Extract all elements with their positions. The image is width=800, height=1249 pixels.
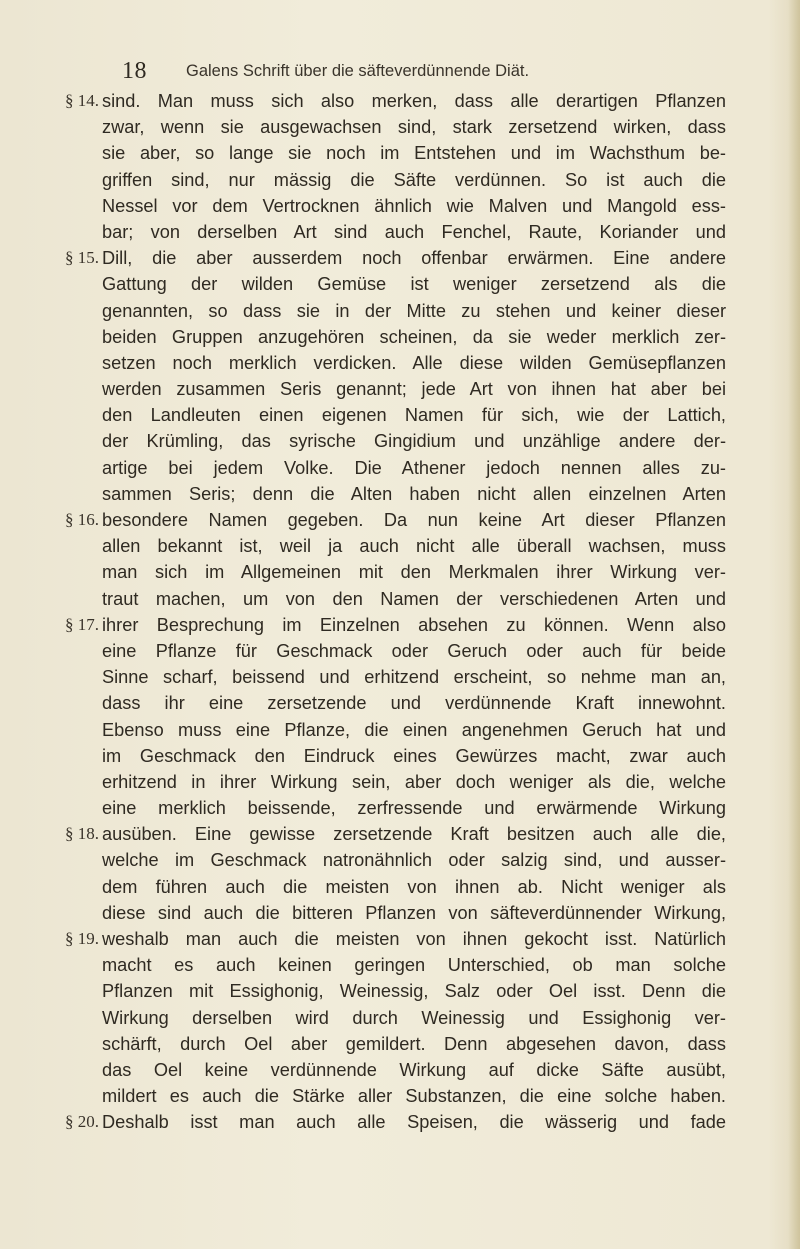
page-number: 18	[122, 58, 147, 84]
line-text: beiden Gruppen anzugehören scheinen, da sie weder merklich zer-	[102, 326, 726, 347]
section-marker: § 16.	[65, 510, 99, 529]
line-text: ihrer Besprechung im Einzelnen absehen zu können. Wenn also	[102, 614, 726, 635]
line-text: Dill, die aber ausserdem noch offenbar erwärmen. Eine andere	[102, 248, 726, 269]
text-line	[0, 874, 800, 900]
line-text: allen bekannt ist, weil ja auch nicht alle überall wachsen, muss	[102, 536, 726, 557]
running-head	[0, 56, 800, 86]
section-marker: § 19.	[65, 929, 99, 948]
section-marker: § 17.	[65, 614, 99, 634]
text-line	[0, 271, 800, 297]
line-text: diese sind auch die bitteren Pflanzen von säfteverdünnender Wirkung,	[102, 902, 726, 923]
line-text: welche im Geschmack natronähnlich oder salzig sind, und ausser-	[102, 850, 726, 871]
line-text: eine merklich beissende, zerfressende und erwärmende Wirkung	[102, 798, 726, 819]
line-text: sammen Seris; denn die Alten haben nicht allen einzelnen Arten	[102, 483, 726, 504]
text-line	[0, 1031, 800, 1057]
line-text: man sich im Allgemeinen mit den Merkmalen ihrer Wirkung ver-	[102, 562, 726, 583]
text-line	[0, 586, 800, 612]
text-line	[0, 298, 800, 324]
text-line	[0, 638, 800, 664]
text-line	[0, 900, 800, 926]
line-text: genannten, so dass sie in der Mitte zu stehen und keiner dieser	[102, 300, 726, 321]
text-line	[0, 455, 800, 481]
text-line	[0, 167, 800, 193]
text-line	[0, 926, 800, 952]
line-text: Ebenso muss eine Pflanze, die einen angenehmen Geruch hat und	[102, 719, 726, 740]
line-text: dass ihr eine zersetzende und verdünnende Kraft innewohnt.	[102, 693, 726, 714]
text-line	[0, 795, 800, 821]
line-text: werden zusammen Seris genannt; jede Art von ihnen hat aber bei	[102, 379, 726, 400]
text-line	[0, 1109, 800, 1135]
line-text: Gattung der wilden Gemüse ist weniger zersetzend als die	[102, 274, 726, 295]
text-line	[0, 847, 800, 873]
text-line	[0, 533, 800, 559]
text-line	[0, 193, 800, 219]
text-line	[0, 219, 800, 245]
text-line	[0, 717, 800, 743]
text-line	[0, 507, 800, 533]
line-text: der Krümling, das syrische Gingidium und unzählige andere der-	[102, 431, 726, 452]
line-text: Sinne scharf, beissend und erhitzend erscheint, so nehme man an,	[102, 667, 726, 688]
text-line	[0, 350, 800, 376]
text-line	[0, 324, 800, 350]
text-line	[0, 769, 800, 795]
line-text: bar; von derselben Art sind auch Fenchel, Raute, Koriander und	[102, 221, 726, 242]
text-line	[0, 743, 800, 769]
text-line	[0, 140, 800, 166]
line-text: im Geschmack den Eindruck eines Gewürzes macht, zwar auch	[102, 745, 726, 766]
text-line	[0, 114, 800, 140]
line-text: das Oel keine verdünnende Wirkung auf dicke Säfte ausübt,	[102, 1059, 726, 1080]
line-text: ausüben. Eine gewisse zersetzende Kraft besitzen auch alle die,	[102, 824, 726, 845]
section-marker: § 14.	[65, 91, 99, 110]
line-text: sind. Man muss sich also merken, dass alle derartigen Pflanzen	[102, 91, 726, 111]
line-text: erhitzend in ihrer Wirkung sein, aber doch weniger als die, welche	[102, 771, 726, 792]
text-line	[0, 481, 800, 507]
line-text: dem führen auch die meisten von ihnen ab. Nicht weniger als	[102, 876, 726, 897]
line-text: sie aber, so lange sie noch im Entstehen und im Wachsthum be-	[102, 143, 726, 164]
text-line	[0, 952, 800, 978]
text-line	[0, 1057, 800, 1083]
text-line	[0, 690, 800, 716]
text-line	[0, 978, 800, 1004]
section-marker: § 15.	[65, 248, 99, 268]
line-text: zwar, wenn sie ausgewachsen sind, stark zersetzend wirken, dass	[102, 117, 726, 138]
text-line	[0, 245, 800, 271]
line-text: Pflanzen mit Essighonig, Weinessig, Salz oder Oel isst. Denn die	[102, 981, 726, 1002]
text-line	[0, 402, 800, 428]
text-line	[0, 559, 800, 585]
line-text: macht es auch keinen geringen Unterschied, ob man solche	[102, 955, 726, 976]
line-text: traut machen, um von den Namen der verschiedenen Arten und	[102, 588, 726, 609]
text-line	[0, 821, 800, 847]
text-line	[0, 1083, 800, 1109]
text-line	[0, 88, 800, 114]
line-text: eine Pflanze für Geschmack oder Geruch oder auch für beide	[102, 640, 726, 661]
line-text: griffen sind, nur mässig die Säfte verdünnen. So ist auch die	[102, 169, 726, 190]
section-marker: § 20.	[65, 1112, 99, 1132]
line-text: besondere Namen gegeben. Da nun keine Art dieser Pflanzen	[102, 510, 726, 530]
line-text: artige bei jedem Volke. Die Athener jedoch nennen alles zu-	[102, 457, 726, 478]
line-text: mildert es auch die Stärke aller Substanzen, die eine solche haben.	[102, 1086, 726, 1107]
line-text: schärft, durch Oel aber gemildert. Denn abgesehen davon, dass	[102, 1033, 726, 1054]
text-line	[0, 428, 800, 454]
text-line	[0, 376, 800, 402]
line-text: Nessel vor dem Vertrocknen ähnlich wie Malven und Mangold ess-	[102, 195, 726, 216]
line-text: setzen noch merklich verdicken. Alle diese wilden Gemüsepflanzen	[102, 352, 726, 373]
section-marker: § 18.	[65, 824, 99, 844]
text-line	[0, 1005, 800, 1031]
line-text: weshalb man auch die meisten von ihnen gekocht isst. Natürlich	[102, 929, 726, 949]
line-text: Wirkung derselben wird durch Weinessig und Essighonig ver-	[102, 1007, 726, 1028]
text-line	[0, 664, 800, 690]
text-line	[0, 612, 800, 638]
line-text: Deshalb isst man auch alle Speisen, die wässerig und fade	[102, 1112, 726, 1133]
running-title: Galens Schrift über die säfteverdünnende Diät.	[186, 62, 530, 80]
body-text	[0, 88, 800, 1136]
line-text: den Landleuten einen eigenen Namen für sich, wie der Lattich,	[102, 405, 726, 426]
